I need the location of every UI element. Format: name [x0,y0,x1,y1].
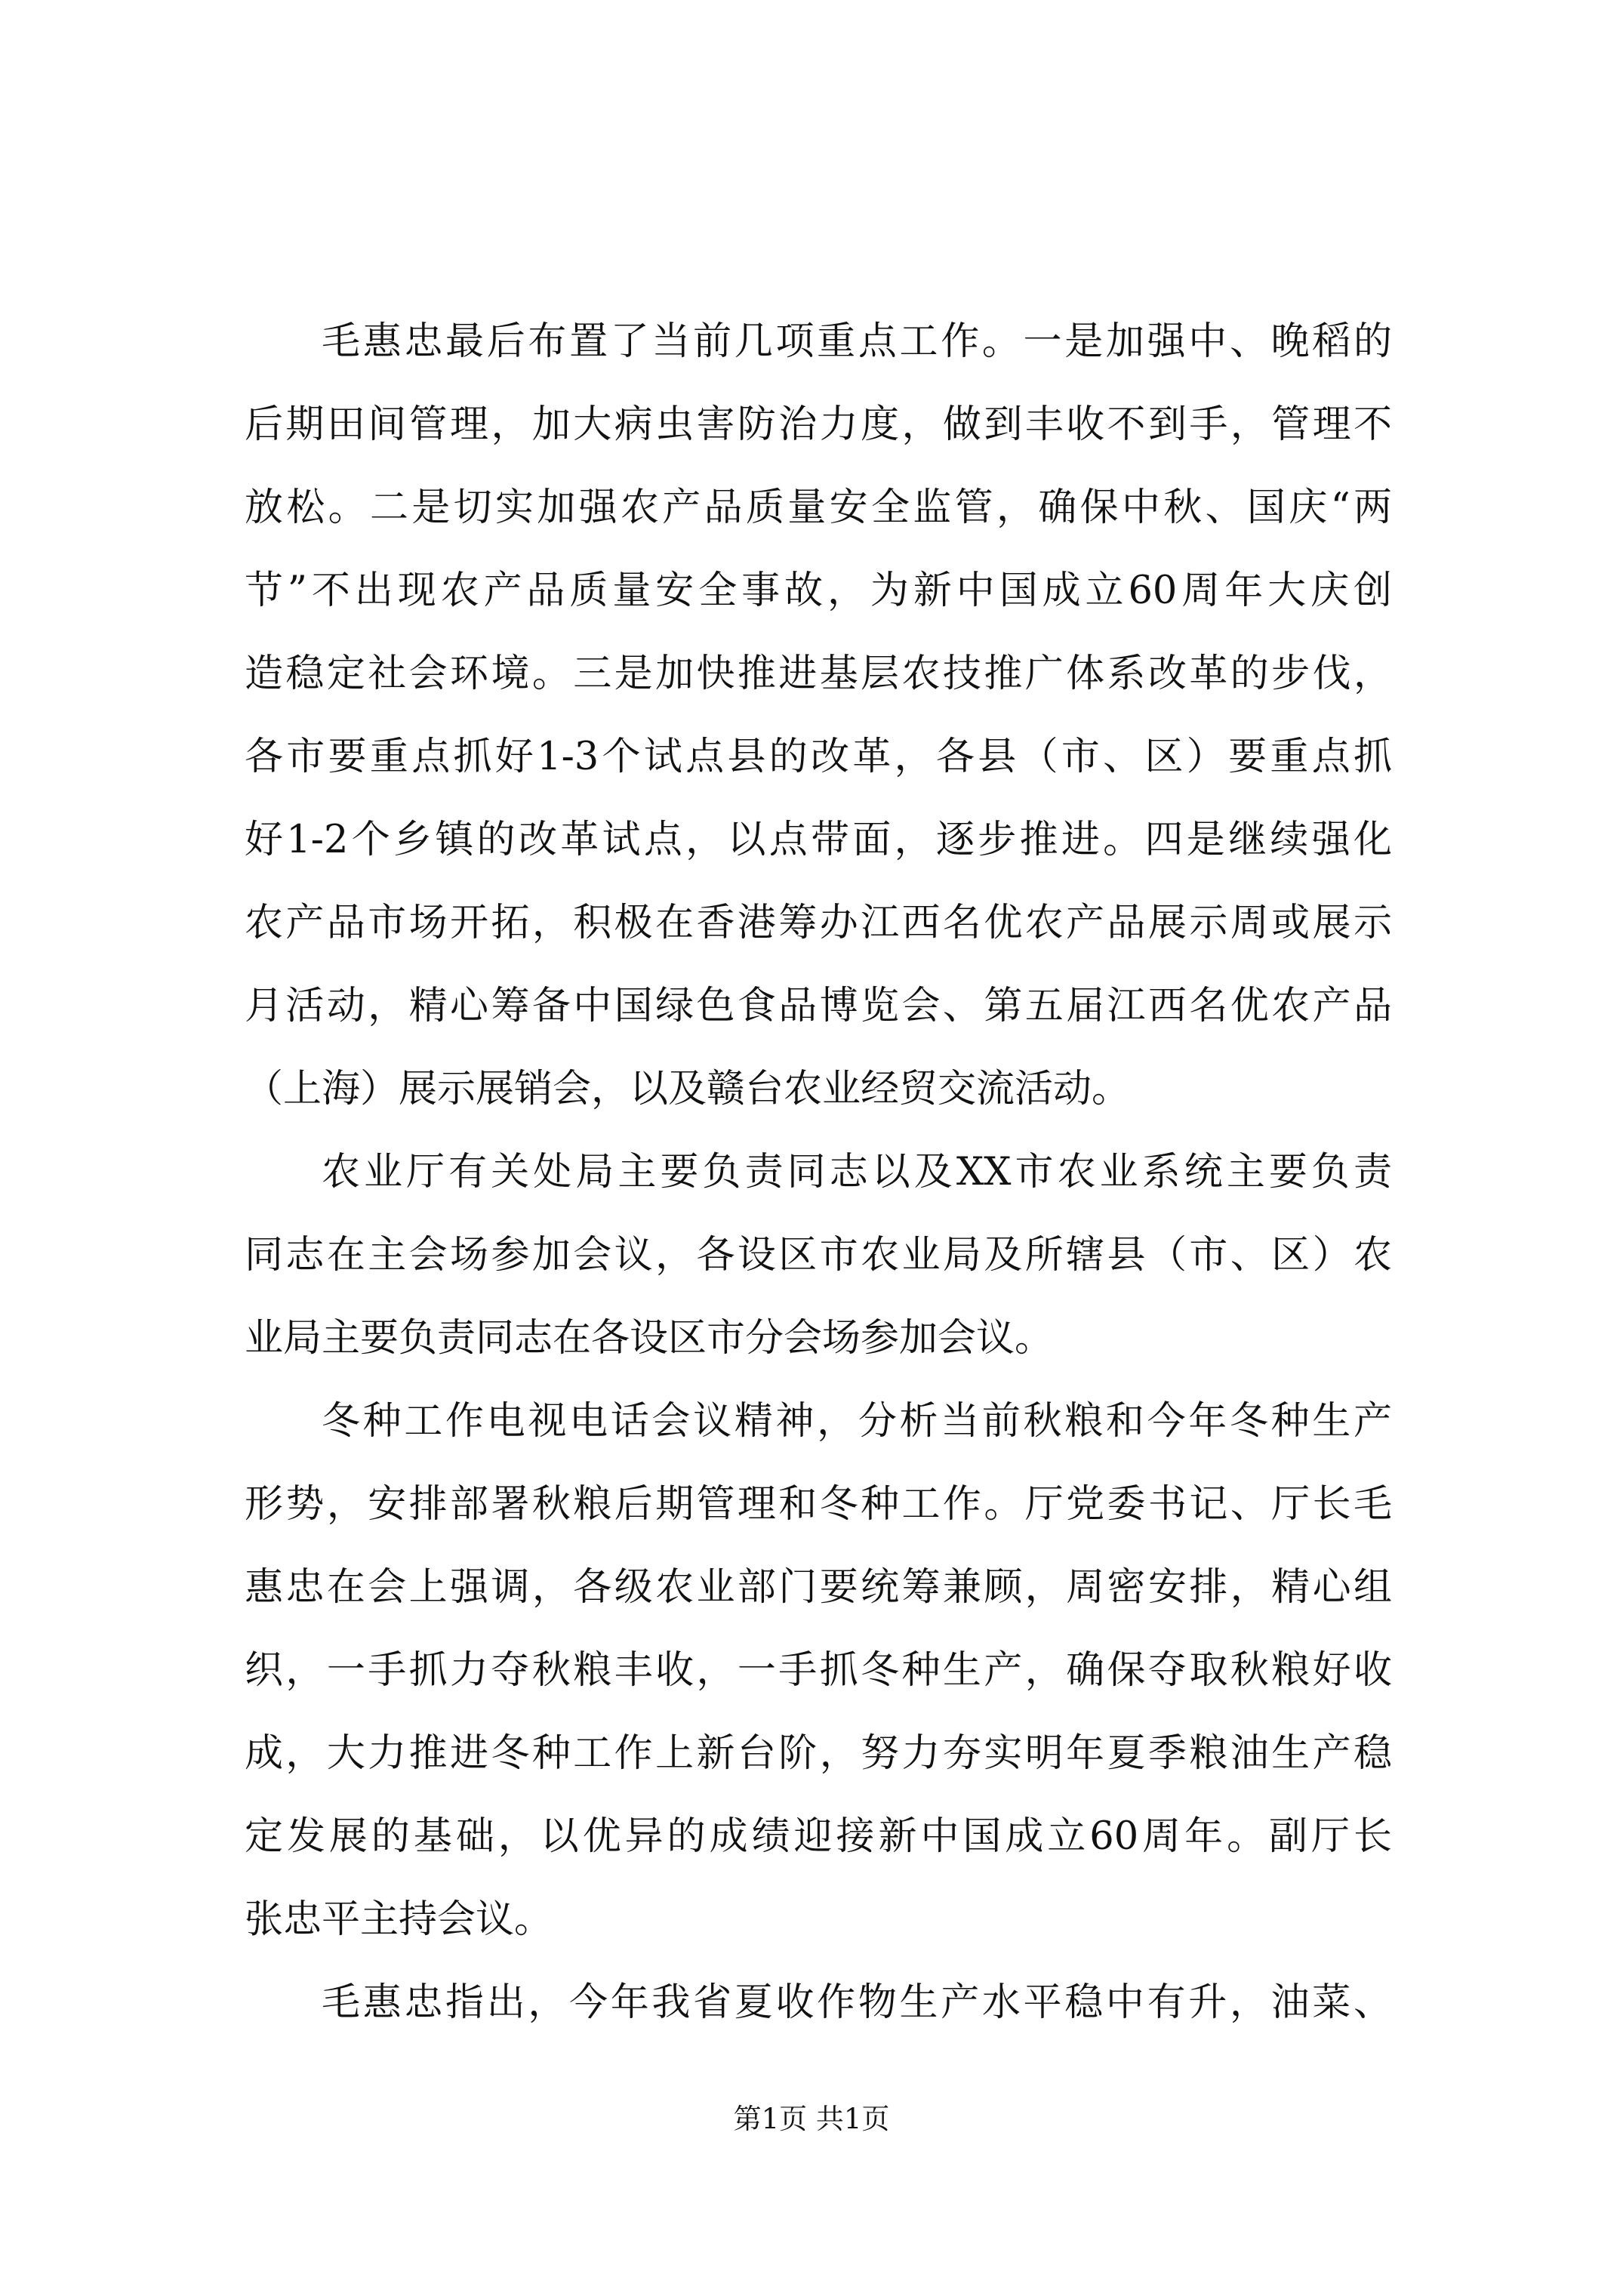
text-line: 冬种工作电视电话会议精神，分析当前秋粮和今年冬种生产 [322,1399,1392,1444]
text-line: 织，一手抓力夺秋粮丰收，一手抓冬种生产，确保夺取秋粮好收 [245,1648,1392,1693]
text-line: 好1-2个乡镇的改革试点，以点带面，逐步推进。四是继续强化 [245,818,1392,862]
text-line: 后期田间管理，加大病虫害防治力度，做到丰收不到手，管理不 [245,402,1392,447]
document-body [245,300,1392,2045]
text-line: 农产品市场开拓，积极在香港筹办江西名优农产品展示周或展示 [245,901,1392,945]
text-line: 放松。二是切实加强农产品质量安全监管，确保中秋、国庆“两 [245,485,1392,530]
text-line: 业局主要负责同志在各设区市分会场参加会议。 [245,1316,1054,1361]
page-footer: 第1页 共1页 [733,2103,890,2135]
text-line: 惠忠在会上强调，各级农业部门要统筹兼顾，周密安排，精心组 [245,1565,1392,1610]
text-line: 毛惠忠指出，今年我省夏收作物生产水平稳中有升，油菜、 [322,1980,1392,2025]
text-line: 节”不出现农产品质量安全事故，为新中国成立60周年大庆创 [245,569,1392,613]
text-line: 农业厅有关处局主要负责同志以及XX市农业系统主要负责 [322,1150,1392,1194]
text-line: 毛惠忠最后布置了当前几项重点工作。一是加强中、晚稻的 [322,319,1392,364]
text-line: 月活动，精心筹备中国绿色食品博览会、第五届江西名优农产品 [245,984,1392,1028]
text-line: 定发展的基础，以优异的成绩迎接新中国成立60周年。副厅长 [245,1814,1392,1859]
text-line: （上海）展示展销会，以及赣台农业经贸交流活动。 [245,1067,1131,1111]
text-line: 成，大力推进冬种工作上新台阶，努力夯实明年夏季粮油生产稳 [245,1731,1392,1776]
text-line: 造稳定社会环境。三是加快推进基层农技推广体系改革的步伐， [245,652,1392,696]
text-line: 张忠平主持会议。 [245,1897,553,1942]
text-line: 各市要重点抓好1-3个试点县的改革，各县（市、区）要重点抓 [245,735,1392,779]
text-line: 同志在主会场参加会议，各设区市农业局及所辖县（市、区）农 [245,1233,1392,1277]
text-line: 形势，安排部署秋粮后期管理和冬种工作。厅党委书记、厅长毛 [245,1482,1392,1527]
